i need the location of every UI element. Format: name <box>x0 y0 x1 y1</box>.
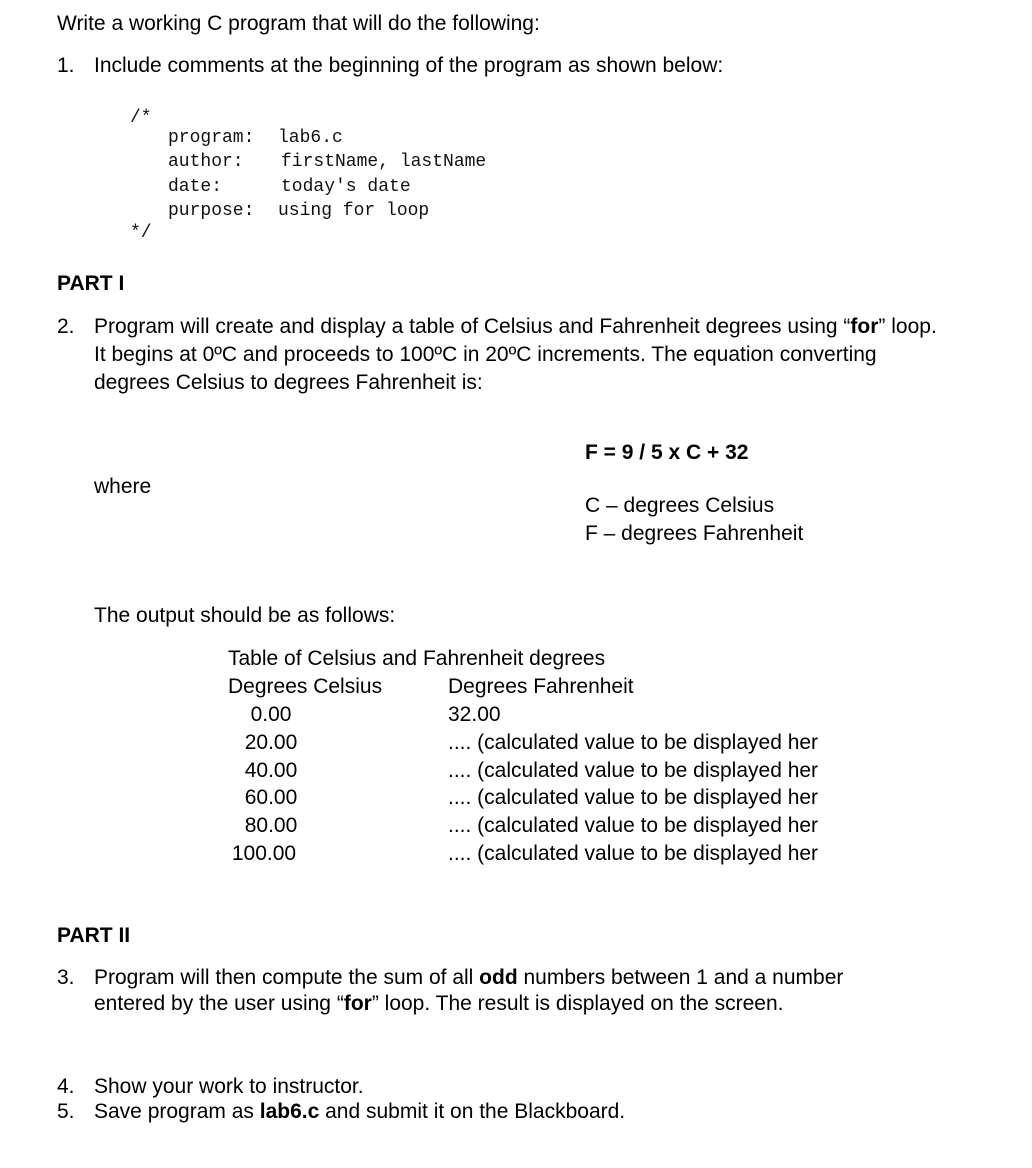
item-5-text <box>94 1098 625 1126</box>
item-3-line-1-pre: Program will then compute the sum of all <box>94 966 480 989</box>
item-2-line-2: It begins at 0ºC and proceeds to 100ºC in 20ºC increments. The equation converting <box>94 343 877 366</box>
table-row-fahrenheit: .... (calculated value to be displayed her <box>448 759 819 782</box>
item-3-line-2-post: ” loop. The result is displayed on the screen. <box>371 992 784 1015</box>
item-2-line-1-pre: Program will create and display a table of Celsius and Fahrenheit degrees using “ <box>94 315 851 338</box>
item-3-line-1-post: numbers between 1 and a number <box>517 966 844 989</box>
item-2-for-keyword: for <box>850 315 879 338</box>
table-row-fahrenheit: .... (calculated value to be displayed her <box>448 814 819 837</box>
item-2-line-1-post: ” loop. <box>878 315 937 338</box>
table-row-celsius: 0.00 <box>250 703 292 726</box>
legend-celsius: C – degrees Celsius <box>585 494 775 517</box>
comment-key-author: author: <box>168 152 244 172</box>
item-1-text: Include comments at the beginning of the program as shown below: <box>94 54 724 77</box>
intro-text: Write a working C program that will do the following: <box>57 12 540 35</box>
part-1-heading: PART I <box>57 272 125 295</box>
item-3-for-keyword: for <box>343 992 372 1015</box>
item-number-1: 1. <box>57 54 75 77</box>
item-5-pre: Save program as <box>94 1100 260 1123</box>
comment-val-date: today's date <box>281 177 411 197</box>
comment-key-date: date: <box>168 177 223 197</box>
part-2-heading: PART II <box>57 924 131 947</box>
table-row-fahrenheit: .... (calculated value to be displayed her <box>448 786 819 809</box>
comment-val-purpose: using for loop <box>278 201 430 221</box>
comment-val-program: lab6.c <box>278 128 343 148</box>
item-3-line-2-pre: entered by the user using “ <box>94 992 344 1015</box>
output-intro: The output should be as follows: <box>94 604 396 627</box>
table-header-fahrenheit: Degrees Fahrenheit <box>448 675 634 698</box>
item-2-line-1 <box>94 313 937 341</box>
item-3-line-1 <box>94 964 843 992</box>
item-number-4: 4. <box>57 1075 75 1098</box>
table-row-fahrenheit: 32.00 <box>448 703 501 726</box>
comment-key-purpose: purpose: <box>168 201 255 221</box>
table-row-celsius: 80.00 <box>244 814 298 837</box>
conversion-equation: F = 9 / 5 x C + 32 <box>585 441 749 464</box>
item-5-filename: lab6.c <box>259 1100 320 1123</box>
table-title: Table of Celsius and Fahrenheit degrees <box>228 647 606 670</box>
table-row-fahrenheit: .... (calculated value to be displayed her <box>448 842 819 865</box>
item-number-5: 5. <box>57 1100 75 1123</box>
table-row-celsius: 20.00 <box>244 731 298 754</box>
where-label: where <box>94 475 152 498</box>
item-2-line-3: degrees Celsius to degrees Fahrenheit is: <box>94 371 483 394</box>
table-row-celsius: 60.00 <box>244 786 298 809</box>
item-3-line-2 <box>94 990 784 1018</box>
comment-close: */ <box>130 223 152 243</box>
item-3-odd-keyword: odd <box>479 966 518 989</box>
table-row-fahrenheit: .... (calculated value to be displayed her <box>448 731 819 754</box>
table-row-celsius: 40.00 <box>244 759 298 782</box>
comment-val-author: firstName, lastName <box>281 152 487 172</box>
table-header-celsius: Degrees Celsius <box>228 675 383 698</box>
item-number-3: 3. <box>57 966 75 989</box>
item-number-2: 2. <box>57 315 75 338</box>
table-row-celsius: 100.00 <box>231 842 297 865</box>
item-4-text: Show your work to instructor. <box>94 1075 364 1098</box>
legend-fahrenheit: F – degrees Fahrenheit <box>585 522 804 545</box>
comment-key-program: program: <box>168 128 255 148</box>
comment-open: /* <box>130 108 152 128</box>
item-5-post: and submit it on the Blackboard. <box>319 1100 626 1123</box>
